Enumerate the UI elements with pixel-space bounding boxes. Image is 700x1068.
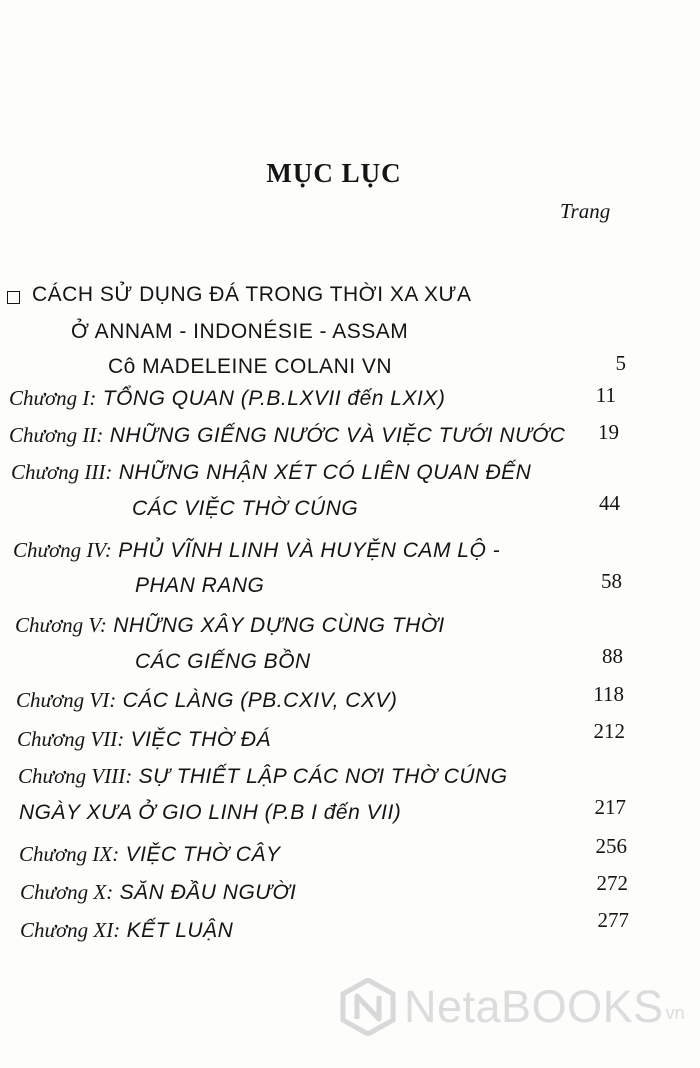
chapter-label: Chương V: xyxy=(15,613,107,637)
toc-page-number: 256 xyxy=(595,834,627,858)
chapter-title: NHỮNG XÂY DỰNG CÙNG THỜI xyxy=(113,614,445,637)
chapter-title: VIỆC THỜ CÂY xyxy=(125,843,281,866)
toc-entry-intro-line1: CÁCH SỬ DỤNG ĐÁ TRONG THỜI XA XƯA xyxy=(32,283,472,306)
chapter-label: Chương VI: xyxy=(16,688,117,712)
toc-entry-intro-page: 5 xyxy=(615,351,626,375)
toc-page-number: 272 xyxy=(596,871,628,895)
watermark-suffix: vn xyxy=(665,1002,685,1023)
toc-page-number: 44 xyxy=(599,491,620,515)
toc-page-number: 212 xyxy=(593,719,625,743)
chapter-title: PHỦ VĨNH LINH VÀ HUYỆN CAM LỘ - xyxy=(118,539,501,562)
netabooks-watermark xyxy=(340,978,685,1036)
toc-entry-intro-line2: Ở ANNAM - INDONÉSIE - ASSAM xyxy=(71,320,409,343)
chapter-title: VIỆC THỜ ĐÁ xyxy=(130,728,271,751)
chapter-title: SĂN ĐẦU NGƯỜI xyxy=(119,881,297,904)
chapter-label: Chương II: xyxy=(9,423,104,447)
toc-page-number: 11 xyxy=(595,383,616,407)
toc-entry xyxy=(20,880,296,905)
page-column-header: Trang xyxy=(560,199,611,223)
toc-entry xyxy=(13,538,500,563)
watermark-brand: NetaBOOKS xyxy=(404,981,664,1032)
toc-page-number: 277 xyxy=(597,908,629,932)
toc-entry-intro-line3: Cô MADELEINE COLANI VN xyxy=(108,355,393,378)
toc-page-number: 118 xyxy=(593,682,624,706)
page-title: MỤC LỤC xyxy=(266,158,402,188)
toc-entry xyxy=(18,764,508,789)
toc-entry xyxy=(15,613,445,638)
chapter-title-continued: CÁC GIẾNG BỒN xyxy=(135,650,311,673)
checkbox-bullet-icon xyxy=(7,291,20,304)
chapter-label: Chương IV: xyxy=(13,538,112,562)
chapter-label: Chương VIII: xyxy=(18,764,133,788)
chapter-label: Chương XI: xyxy=(20,918,121,942)
toc-page-number: 19 xyxy=(598,420,619,444)
toc-entry xyxy=(11,460,531,485)
chapter-label: Chương I: xyxy=(9,386,97,410)
toc-entry xyxy=(17,727,271,752)
chapter-title: NHỮNG GIẾNG NƯỚC VÀ VIỆC TƯỚI NƯỚC xyxy=(109,424,566,447)
toc-page-number: 88 xyxy=(602,644,623,668)
netabooks-logo-icon xyxy=(340,978,396,1036)
chapter-title-continued: NGÀY XƯA Ở GIO LINH (P.B I đến VII) xyxy=(19,801,402,824)
toc-entry xyxy=(9,386,445,411)
toc-entry xyxy=(9,423,565,448)
toc-page-number: 217 xyxy=(594,795,626,819)
chapter-title-continued: PHAN RANG xyxy=(135,574,265,597)
chapter-title: SỰ THIẾT LẬP CÁC NƠI THỜ CÚNG xyxy=(138,765,508,788)
chapter-label: Chương X: xyxy=(20,880,114,904)
chapter-label: Chương IX: xyxy=(19,842,120,866)
toc-page-number: 58 xyxy=(601,569,622,593)
chapter-title: TỔNG QUAN (P.B.LXVII đến LXIX) xyxy=(102,387,446,410)
chapter-label: Chương III: xyxy=(11,460,113,484)
toc-entry xyxy=(16,688,397,713)
toc-entry xyxy=(20,918,233,943)
chapter-title: CÁC LÀNG (PB.CXIV, CXV) xyxy=(122,689,398,712)
toc-entry xyxy=(19,842,280,867)
chapter-title: NHỮNG NHẬN XÉT CÓ LIÊN QUAN ĐẾN xyxy=(118,461,532,484)
chapter-title-continued: CÁC VIỆC THỜ CÚNG xyxy=(132,497,359,520)
chapter-label: Chương VII: xyxy=(17,727,125,751)
chapter-title: KẾT LUẬN xyxy=(126,919,234,942)
